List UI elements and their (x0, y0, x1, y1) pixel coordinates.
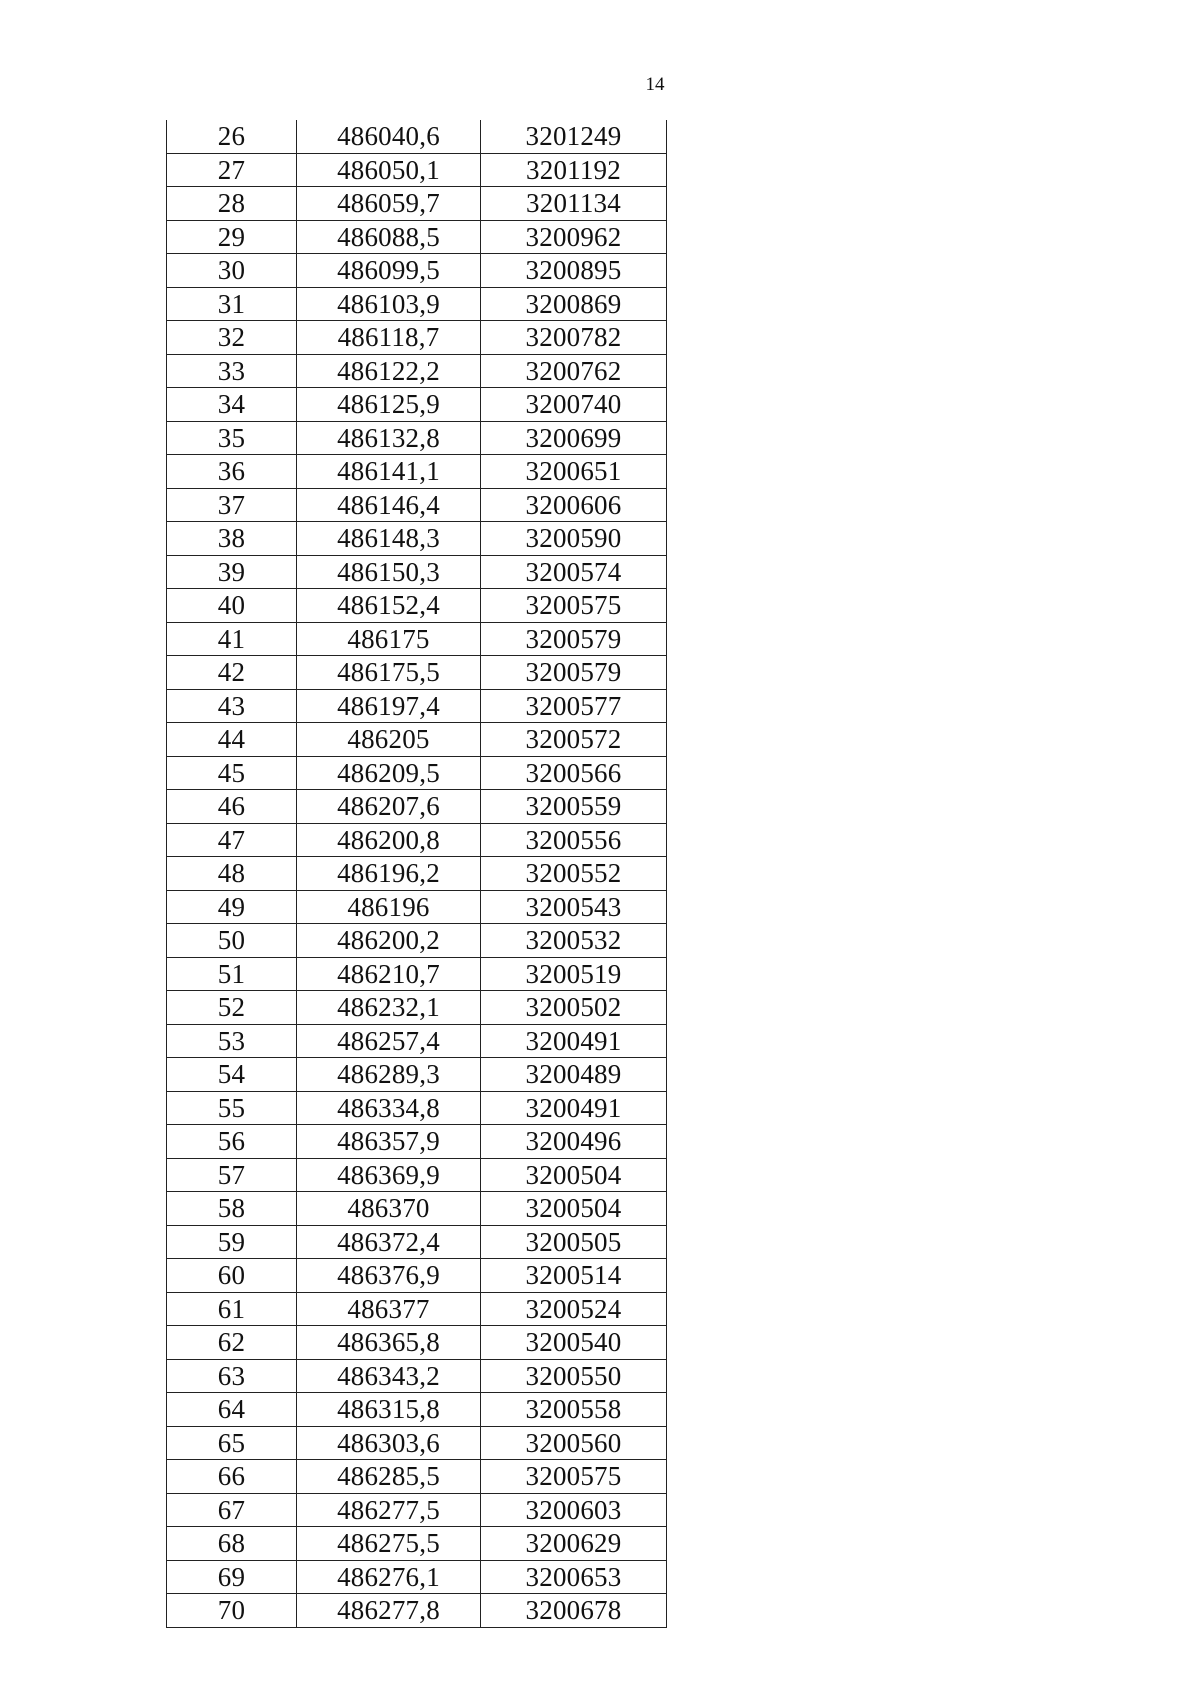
table-row (167, 555, 667, 589)
x-coordinate-cell: 486152,4 (297, 589, 481, 623)
point-number-cell: 43 (167, 689, 297, 723)
x-coordinate-cell: 486303,6 (297, 1426, 481, 1460)
x-coordinate-cell: 486118,7 (297, 321, 481, 355)
y-coordinate-cell: 3200762 (481, 354, 667, 388)
table-row (167, 220, 667, 254)
page-number: 14 (645, 74, 665, 95)
x-coordinate-cell: 486146,4 (297, 488, 481, 522)
table-row (167, 790, 667, 824)
x-coordinate-cell: 486334,8 (297, 1091, 481, 1125)
point-number-cell: 32 (167, 321, 297, 355)
y-coordinate-cell: 3200895 (481, 254, 667, 288)
x-coordinate-cell: 486377 (297, 1292, 481, 1326)
y-coordinate-cell: 3200504 (481, 1158, 667, 1192)
point-number-cell: 29 (167, 220, 297, 254)
point-number-cell: 67 (167, 1493, 297, 1527)
table-row (167, 1326, 667, 1360)
x-coordinate-cell: 486197,4 (297, 689, 481, 723)
point-number-cell: 41 (167, 622, 297, 656)
point-number-cell: 34 (167, 388, 297, 422)
table-row (167, 1493, 667, 1527)
y-coordinate-cell: 3200558 (481, 1393, 667, 1427)
y-coordinate-cell: 3200560 (481, 1426, 667, 1460)
x-coordinate-cell: 486200,2 (297, 924, 481, 958)
point-number-cell: 59 (167, 1225, 297, 1259)
table-row (167, 1292, 667, 1326)
table-row (167, 522, 667, 556)
table-row (167, 1158, 667, 1192)
table-row (167, 1091, 667, 1125)
y-coordinate-cell: 3200678 (481, 1594, 667, 1628)
y-coordinate-cell: 3200606 (481, 488, 667, 522)
x-coordinate-cell: 486285,5 (297, 1460, 481, 1494)
x-coordinate-cell: 486210,7 (297, 957, 481, 991)
point-number-cell: 31 (167, 287, 297, 321)
point-number-cell: 46 (167, 790, 297, 824)
table-row (167, 1192, 667, 1226)
table-row (167, 1527, 667, 1561)
point-number-cell: 56 (167, 1125, 297, 1159)
x-coordinate-cell: 486275,5 (297, 1527, 481, 1561)
point-number-cell: 44 (167, 723, 297, 757)
point-number-cell: 30 (167, 254, 297, 288)
x-coordinate-cell: 486205 (297, 723, 481, 757)
y-coordinate-cell: 3200502 (481, 991, 667, 1025)
x-coordinate-cell: 486200,8 (297, 823, 481, 857)
table-row (167, 890, 667, 924)
x-coordinate-cell: 486315,8 (297, 1393, 481, 1427)
y-coordinate-cell: 3200699 (481, 421, 667, 455)
y-coordinate-cell: 3200519 (481, 957, 667, 991)
x-coordinate-cell: 486276,1 (297, 1560, 481, 1594)
point-number-cell: 52 (167, 991, 297, 1025)
table-row (167, 857, 667, 891)
x-coordinate-cell: 486050,1 (297, 153, 481, 187)
table-row (167, 254, 667, 288)
table-row (167, 187, 667, 221)
y-coordinate-cell: 3200575 (481, 589, 667, 623)
y-coordinate-cell: 3200559 (481, 790, 667, 824)
table-row (167, 120, 667, 153)
y-coordinate-cell: 3200653 (481, 1560, 667, 1594)
x-coordinate-cell: 486357,9 (297, 1125, 481, 1159)
table-row (167, 455, 667, 489)
point-number-cell: 51 (167, 957, 297, 991)
coordinates-table-body (167, 120, 667, 1627)
point-number-cell: 63 (167, 1359, 297, 1393)
table-row (167, 1393, 667, 1427)
y-coordinate-cell: 3200540 (481, 1326, 667, 1360)
x-coordinate-cell: 486209,5 (297, 756, 481, 790)
x-coordinate-cell: 486122,2 (297, 354, 481, 388)
point-number-cell: 39 (167, 555, 297, 589)
point-number-cell: 35 (167, 421, 297, 455)
x-coordinate-cell: 486277,5 (297, 1493, 481, 1527)
y-coordinate-cell: 3200491 (481, 1024, 667, 1058)
y-coordinate-cell: 3200740 (481, 388, 667, 422)
y-coordinate-cell: 3200514 (481, 1259, 667, 1293)
y-coordinate-cell: 3200782 (481, 321, 667, 355)
table-row (167, 823, 667, 857)
x-coordinate-cell: 486103,9 (297, 287, 481, 321)
x-coordinate-cell: 486125,9 (297, 388, 481, 422)
table-row (167, 354, 667, 388)
point-number-cell: 50 (167, 924, 297, 958)
y-coordinate-cell: 3200575 (481, 1460, 667, 1494)
table-row (167, 1125, 667, 1159)
table-row (167, 1460, 667, 1494)
point-number-cell: 36 (167, 455, 297, 489)
point-number-cell: 49 (167, 890, 297, 924)
y-coordinate-cell: 3200566 (481, 756, 667, 790)
table-row (167, 421, 667, 455)
table-row (167, 589, 667, 623)
x-coordinate-cell: 486207,6 (297, 790, 481, 824)
point-number-cell: 42 (167, 656, 297, 690)
table-row (167, 388, 667, 422)
point-number-cell: 66 (167, 1460, 297, 1494)
table-row (167, 1426, 667, 1460)
x-coordinate-cell: 486040,6 (297, 120, 481, 153)
y-coordinate-cell: 3200590 (481, 522, 667, 556)
table-row (167, 957, 667, 991)
point-number-cell: 27 (167, 153, 297, 187)
point-number-cell: 70 (167, 1594, 297, 1628)
point-number-cell: 55 (167, 1091, 297, 1125)
table-row (167, 991, 667, 1025)
point-number-cell: 65 (167, 1426, 297, 1460)
x-coordinate-cell: 486148,3 (297, 522, 481, 556)
y-coordinate-cell: 3200524 (481, 1292, 667, 1326)
x-coordinate-cell: 486132,8 (297, 421, 481, 455)
y-coordinate-cell: 3201192 (481, 153, 667, 187)
x-coordinate-cell: 486150,3 (297, 555, 481, 589)
y-coordinate-cell: 3200574 (481, 555, 667, 589)
point-number-cell: 54 (167, 1058, 297, 1092)
x-coordinate-cell: 486289,3 (297, 1058, 481, 1092)
y-coordinate-cell: 3200556 (481, 823, 667, 857)
table-row (167, 287, 667, 321)
point-number-cell: 62 (167, 1326, 297, 1360)
y-coordinate-cell: 3201249 (481, 120, 667, 153)
point-number-cell: 60 (167, 1259, 297, 1293)
x-coordinate-cell: 486175,5 (297, 656, 481, 690)
y-coordinate-cell: 3200572 (481, 723, 667, 757)
table-row (167, 321, 667, 355)
table-row (167, 1225, 667, 1259)
table-row (167, 488, 667, 522)
point-number-cell: 58 (167, 1192, 297, 1226)
x-coordinate-cell: 486370 (297, 1192, 481, 1226)
point-number-cell: 69 (167, 1560, 297, 1594)
point-number-cell: 61 (167, 1292, 297, 1326)
x-coordinate-cell: 486196,2 (297, 857, 481, 891)
y-coordinate-cell: 3200603 (481, 1493, 667, 1527)
x-coordinate-cell: 486059,7 (297, 187, 481, 221)
table-row (167, 656, 667, 690)
x-coordinate-cell: 486376,9 (297, 1259, 481, 1293)
point-number-cell: 37 (167, 488, 297, 522)
y-coordinate-cell: 3200629 (481, 1527, 667, 1561)
point-number-cell: 64 (167, 1393, 297, 1427)
x-coordinate-cell: 486175 (297, 622, 481, 656)
table-row (167, 723, 667, 757)
x-coordinate-cell: 486141,1 (297, 455, 481, 489)
x-coordinate-cell: 486365,8 (297, 1326, 481, 1360)
y-coordinate-cell: 3200532 (481, 924, 667, 958)
point-number-cell: 40 (167, 589, 297, 623)
point-number-cell: 47 (167, 823, 297, 857)
y-coordinate-cell: 3200651 (481, 455, 667, 489)
x-coordinate-cell: 486257,4 (297, 1024, 481, 1058)
y-coordinate-cell: 3200869 (481, 287, 667, 321)
y-coordinate-cell: 3200489 (481, 1058, 667, 1092)
table-row (167, 756, 667, 790)
table-row (167, 1594, 667, 1628)
y-coordinate-cell: 3200579 (481, 656, 667, 690)
table-row (167, 1024, 667, 1058)
y-coordinate-cell: 3200550 (481, 1359, 667, 1393)
point-number-cell: 33 (167, 354, 297, 388)
table-row (167, 689, 667, 723)
y-coordinate-cell: 3200504 (481, 1192, 667, 1226)
point-number-cell: 45 (167, 756, 297, 790)
y-coordinate-cell: 3200491 (481, 1091, 667, 1125)
x-coordinate-cell: 486369,9 (297, 1158, 481, 1192)
y-coordinate-cell: 3200505 (481, 1225, 667, 1259)
y-coordinate-cell: 3200496 (481, 1125, 667, 1159)
x-coordinate-cell: 486099,5 (297, 254, 481, 288)
y-coordinate-cell: 3200962 (481, 220, 667, 254)
x-coordinate-cell: 486372,4 (297, 1225, 481, 1259)
x-coordinate-cell: 486088,5 (297, 220, 481, 254)
point-number-cell: 68 (167, 1527, 297, 1561)
y-coordinate-cell: 3200543 (481, 890, 667, 924)
x-coordinate-cell: 486196 (297, 890, 481, 924)
y-coordinate-cell: 3200579 (481, 622, 667, 656)
table-row (167, 1259, 667, 1293)
table-row (167, 622, 667, 656)
table-row (167, 924, 667, 958)
point-number-cell: 26 (167, 120, 297, 153)
x-coordinate-cell: 486343,2 (297, 1359, 481, 1393)
point-number-cell: 53 (167, 1024, 297, 1058)
table-row (167, 1560, 667, 1594)
y-coordinate-cell: 3201134 (481, 187, 667, 221)
table-row (167, 1058, 667, 1092)
point-number-cell: 57 (167, 1158, 297, 1192)
table-row (167, 153, 667, 187)
point-number-cell: 48 (167, 857, 297, 891)
point-number-cell: 38 (167, 522, 297, 556)
y-coordinate-cell: 3200552 (481, 857, 667, 891)
x-coordinate-cell: 486232,1 (297, 991, 481, 1025)
point-number-cell: 28 (167, 187, 297, 221)
coordinates-table (166, 120, 667, 1628)
x-coordinate-cell: 486277,8 (297, 1594, 481, 1628)
y-coordinate-cell: 3200577 (481, 689, 667, 723)
table-row (167, 1359, 667, 1393)
